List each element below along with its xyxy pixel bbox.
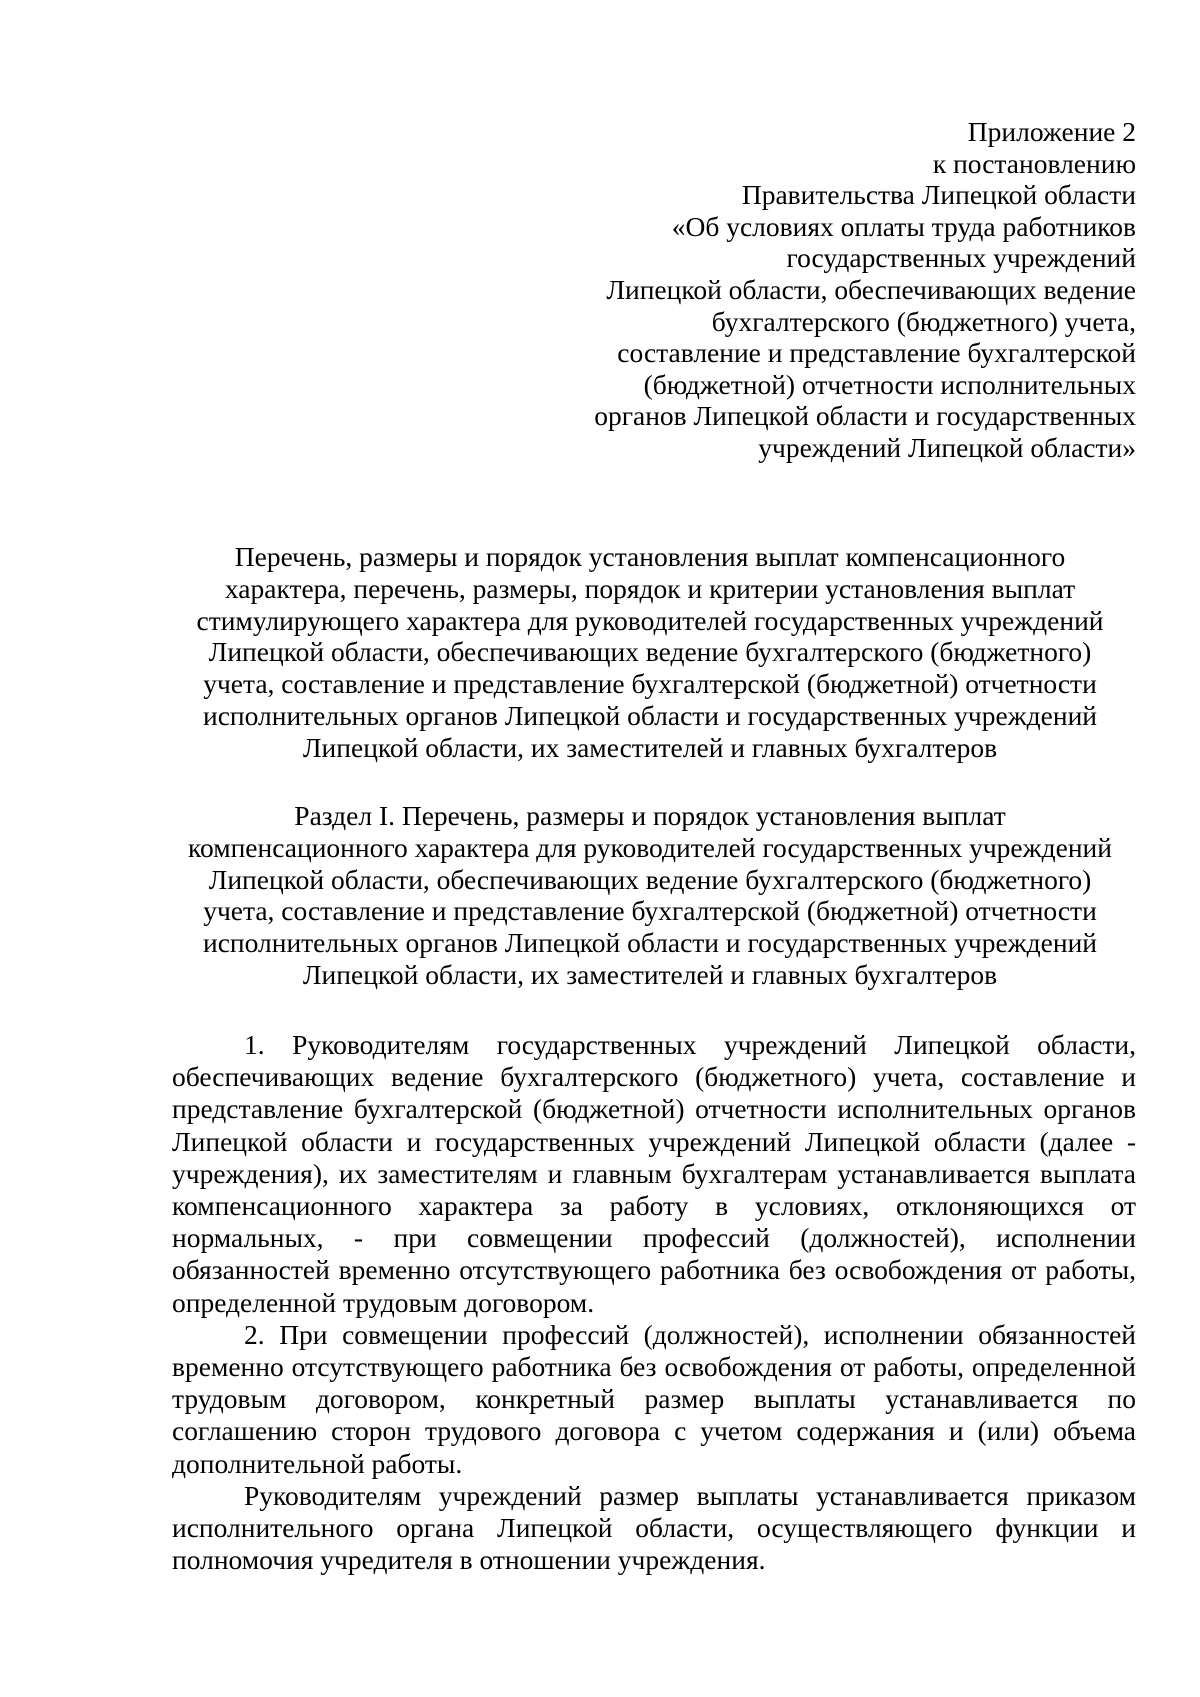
appendix-line: Правительства Липецкой области [741,179,1136,211]
section-heading-line: Раздел I. Перечень, размеры и порядок установления выплат [294,800,1006,831]
document-title [150,541,1150,764]
appendix-header [545,116,1136,464]
title-line: Перечень, размеры и порядок установления выплат компенсационного [234,541,1066,572]
appendix-line: Липецкой области, обеспечивающих ведение [606,273,1136,305]
appendix-line: государственных учреждений [786,242,1136,274]
document-body [172,1029,1136,1576]
appendix-line: бухгалтерского (бюджетного) учета, [711,305,1136,337]
title-line: учета, составление и представление бухгалтерской (бюджетной) отчетности [203,668,1097,700]
title-line: исполнительных органов Липецкой области и государственных учреждений [202,699,1098,731]
paragraph-2: 2. При совмещении профессий (должностей), исполнении обязанностей временно отсутствующего работника без освобождения от работы, определенной трудовым договором, конкретный размер выплаты устанавливается по соглашению сторон трудового договора с учетом содержания и (или) объема дополнительной работы. [172,1318,1136,1479]
appendix-line: (бюджетной) отчетности исполнительных [643,368,1136,400]
appendix-line: учреждений Липецкой области» [758,431,1136,463]
appendix-line: «Об условиях оплаты труда работников [671,210,1136,242]
appendix-line: Приложение 2 [967,116,1136,147]
appendix-line: составление и представление бухгалтерской [617,337,1136,369]
title-line: характера, перечень, размеры, порядок и критерии установления выплат [224,572,1076,604]
section-heading [150,800,1150,991]
section-heading-line: Липецкой области, их заместителей и главных бухгалтеров [302,958,998,990]
section-heading-line: учета, составление и представление бухгалтерской (бюджетной) отчетности [203,895,1097,927]
appendix-line: органов Липецкой области и государственных [594,400,1136,432]
paragraph-3: Руководителям учреждений размер выплаты устанавливается приказом исполнительного органа Липецкой области, осуществляющего функции и полномочия учредителя в отношении учреждения. [172,1479,1136,1576]
title-line: стимулирующего характера для руководителей государственных учреждений [196,604,1104,636]
paragraph-1: 1. Руководителям государственных учреждений Липецкой области, обеспечивающих ведение бухгалтерского (бюджетного) учета, составление и представление бухгалтерской (бюджетной) отчетности исполнительных органов Липецкой области и государственных учреждений Липецкой области (далее - учреждения), их заместителям и главным бухгалтерам устанавливается выплата компенсационного характера за работу в условиях, отклоняющихся от нормальных, - при совмещении профессий (должностей), исполнении обязанностей временно отсутствующего работника без освобождения от работы, определенной трудовым договором. [172,1029,1136,1318]
section-heading-line: Липецкой области, обеспечивающих ведение бухгалтерского (бюджетного) [208,863,1092,895]
appendix-line: к постановлению [932,147,1136,179]
title-line: Липецкой области, их заместителей и главных бухгалтеров [302,731,998,763]
title-line: Липецкой области, обеспечивающих ведение бухгалтерского (бюджетного) [208,636,1092,668]
section-heading-line: исполнительных органов Липецкой области и государственных учреждений [202,927,1098,959]
section-heading-line: компенсационного характера для руководителей государственных учреждений [188,831,1112,863]
